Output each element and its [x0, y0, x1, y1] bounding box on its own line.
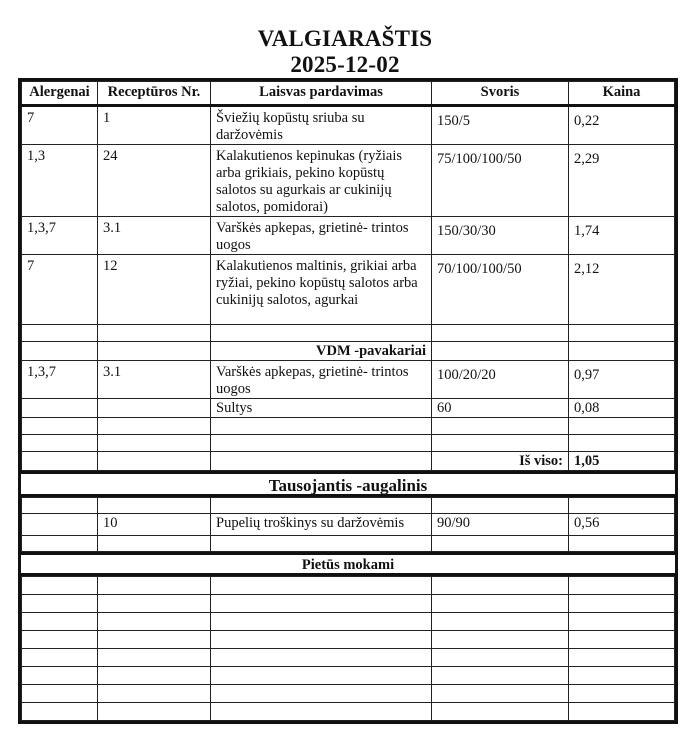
column-header-free-sale: Laisvas pardavimas	[211, 82, 432, 106]
column-header-allergens: Alergenai	[22, 82, 98, 106]
column-header-price: Kaina	[569, 82, 675, 106]
table-row	[22, 361, 675, 399]
price-cell: 2,29	[569, 145, 675, 217]
empty-row	[22, 649, 675, 667]
allergens-cell: 1,3,7	[22, 361, 98, 399]
vdm-section-row	[22, 342, 675, 361]
menu-table-pietus	[21, 576, 675, 721]
recipe-cell: 24	[98, 145, 211, 217]
empty-row	[22, 435, 675, 452]
recipe-cell: 3.1	[98, 361, 211, 399]
table-row	[22, 145, 675, 217]
price-cell: 0,22	[569, 106, 675, 145]
empty-row	[22, 418, 675, 435]
page-title: VALGIARAŠTIS	[257, 26, 433, 51]
recipe-cell	[98, 399, 211, 418]
empty-row	[22, 498, 675, 514]
allergens-cell	[22, 399, 98, 418]
vdm-total-row	[22, 452, 675, 471]
dish-name-cell: Pupelių troškinys su daržovėmis	[211, 514, 432, 536]
empty-row	[22, 703, 675, 721]
table-row	[22, 514, 675, 536]
table-header-row	[22, 82, 675, 106]
vdm-section-title: VDM -pavakariai	[211, 342, 432, 361]
weight-cell: 90/90	[432, 514, 569, 536]
weight-cell: 100/20/20	[432, 361, 569, 399]
dish-name-cell: Kalakutienos maltinis, grikiai arba ryžiai, pekino kopūstų salotos arba cukinijų salotos, agurkai	[211, 255, 432, 325]
column-header-recipe: Receptūros Nr.	[98, 82, 211, 106]
allergens-cell: 1,3	[22, 145, 98, 217]
total-value: 1,05	[569, 452, 675, 471]
empty-row	[22, 613, 675, 631]
allergens-cell: 7	[22, 255, 98, 325]
column-header-weight: Svoris	[432, 82, 569, 106]
dish-name-cell: Varškės apkepas, grietinė- trintos uogos	[211, 361, 432, 399]
table-row	[22, 217, 675, 255]
dish-name-cell: Šviežių kopūstų sriuba su daržovėmis	[211, 106, 432, 145]
price-cell: 0,08	[569, 399, 675, 418]
empty-row	[22, 536, 675, 552]
weight-cell: 70/100/100/50	[432, 255, 569, 325]
empty-row	[22, 325, 675, 342]
menu-table-frame	[18, 78, 678, 724]
recipe-cell: 3.1	[98, 217, 211, 255]
allergens-cell	[22, 514, 98, 536]
empty-row	[22, 667, 675, 685]
weight-cell: 60	[432, 399, 569, 418]
price-cell: 0,97	[569, 361, 675, 399]
dish-name-cell: Kalakutienos kepinukas (ryžiais arba grikiais, pekino kopūstų salotos su agurkais ar cukinijų salotos, pomidorai)	[211, 145, 432, 217]
empty-row	[22, 631, 675, 649]
weight-cell: 150/5	[432, 106, 569, 145]
weight-cell: 75/100/100/50	[432, 145, 569, 217]
empty-row	[22, 595, 675, 613]
dish-name-cell: Sultys	[211, 399, 432, 418]
menu-table-main	[21, 81, 675, 471]
allergens-cell: 7	[22, 106, 98, 145]
recipe-cell: 10	[98, 514, 211, 536]
empty-row	[22, 685, 675, 703]
pietus-section-title: Pietūs mokami	[21, 552, 675, 576]
table-row	[22, 399, 675, 418]
menu-table-tausojantis	[21, 497, 675, 552]
table-row	[22, 106, 675, 145]
price-cell: 1,74	[569, 217, 675, 255]
price-cell: 2,12	[569, 255, 675, 325]
dish-name-cell: Varškės apkepas, grietinė- trintos uogos	[211, 217, 432, 255]
allergens-cell: 1,3,7	[22, 217, 98, 255]
weight-cell: 150/30/30	[432, 217, 569, 255]
total-label: Iš viso:	[432, 452, 569, 471]
table-row	[22, 255, 675, 325]
price-cell: 0,56	[569, 514, 675, 536]
recipe-cell: 1	[98, 106, 211, 145]
recipe-cell: 12	[98, 255, 211, 325]
empty-row	[22, 577, 675, 595]
tausojantis-section-title: Tausojantis -augalinis	[21, 471, 675, 497]
menu-date: 2025-12-02	[290, 52, 400, 77]
